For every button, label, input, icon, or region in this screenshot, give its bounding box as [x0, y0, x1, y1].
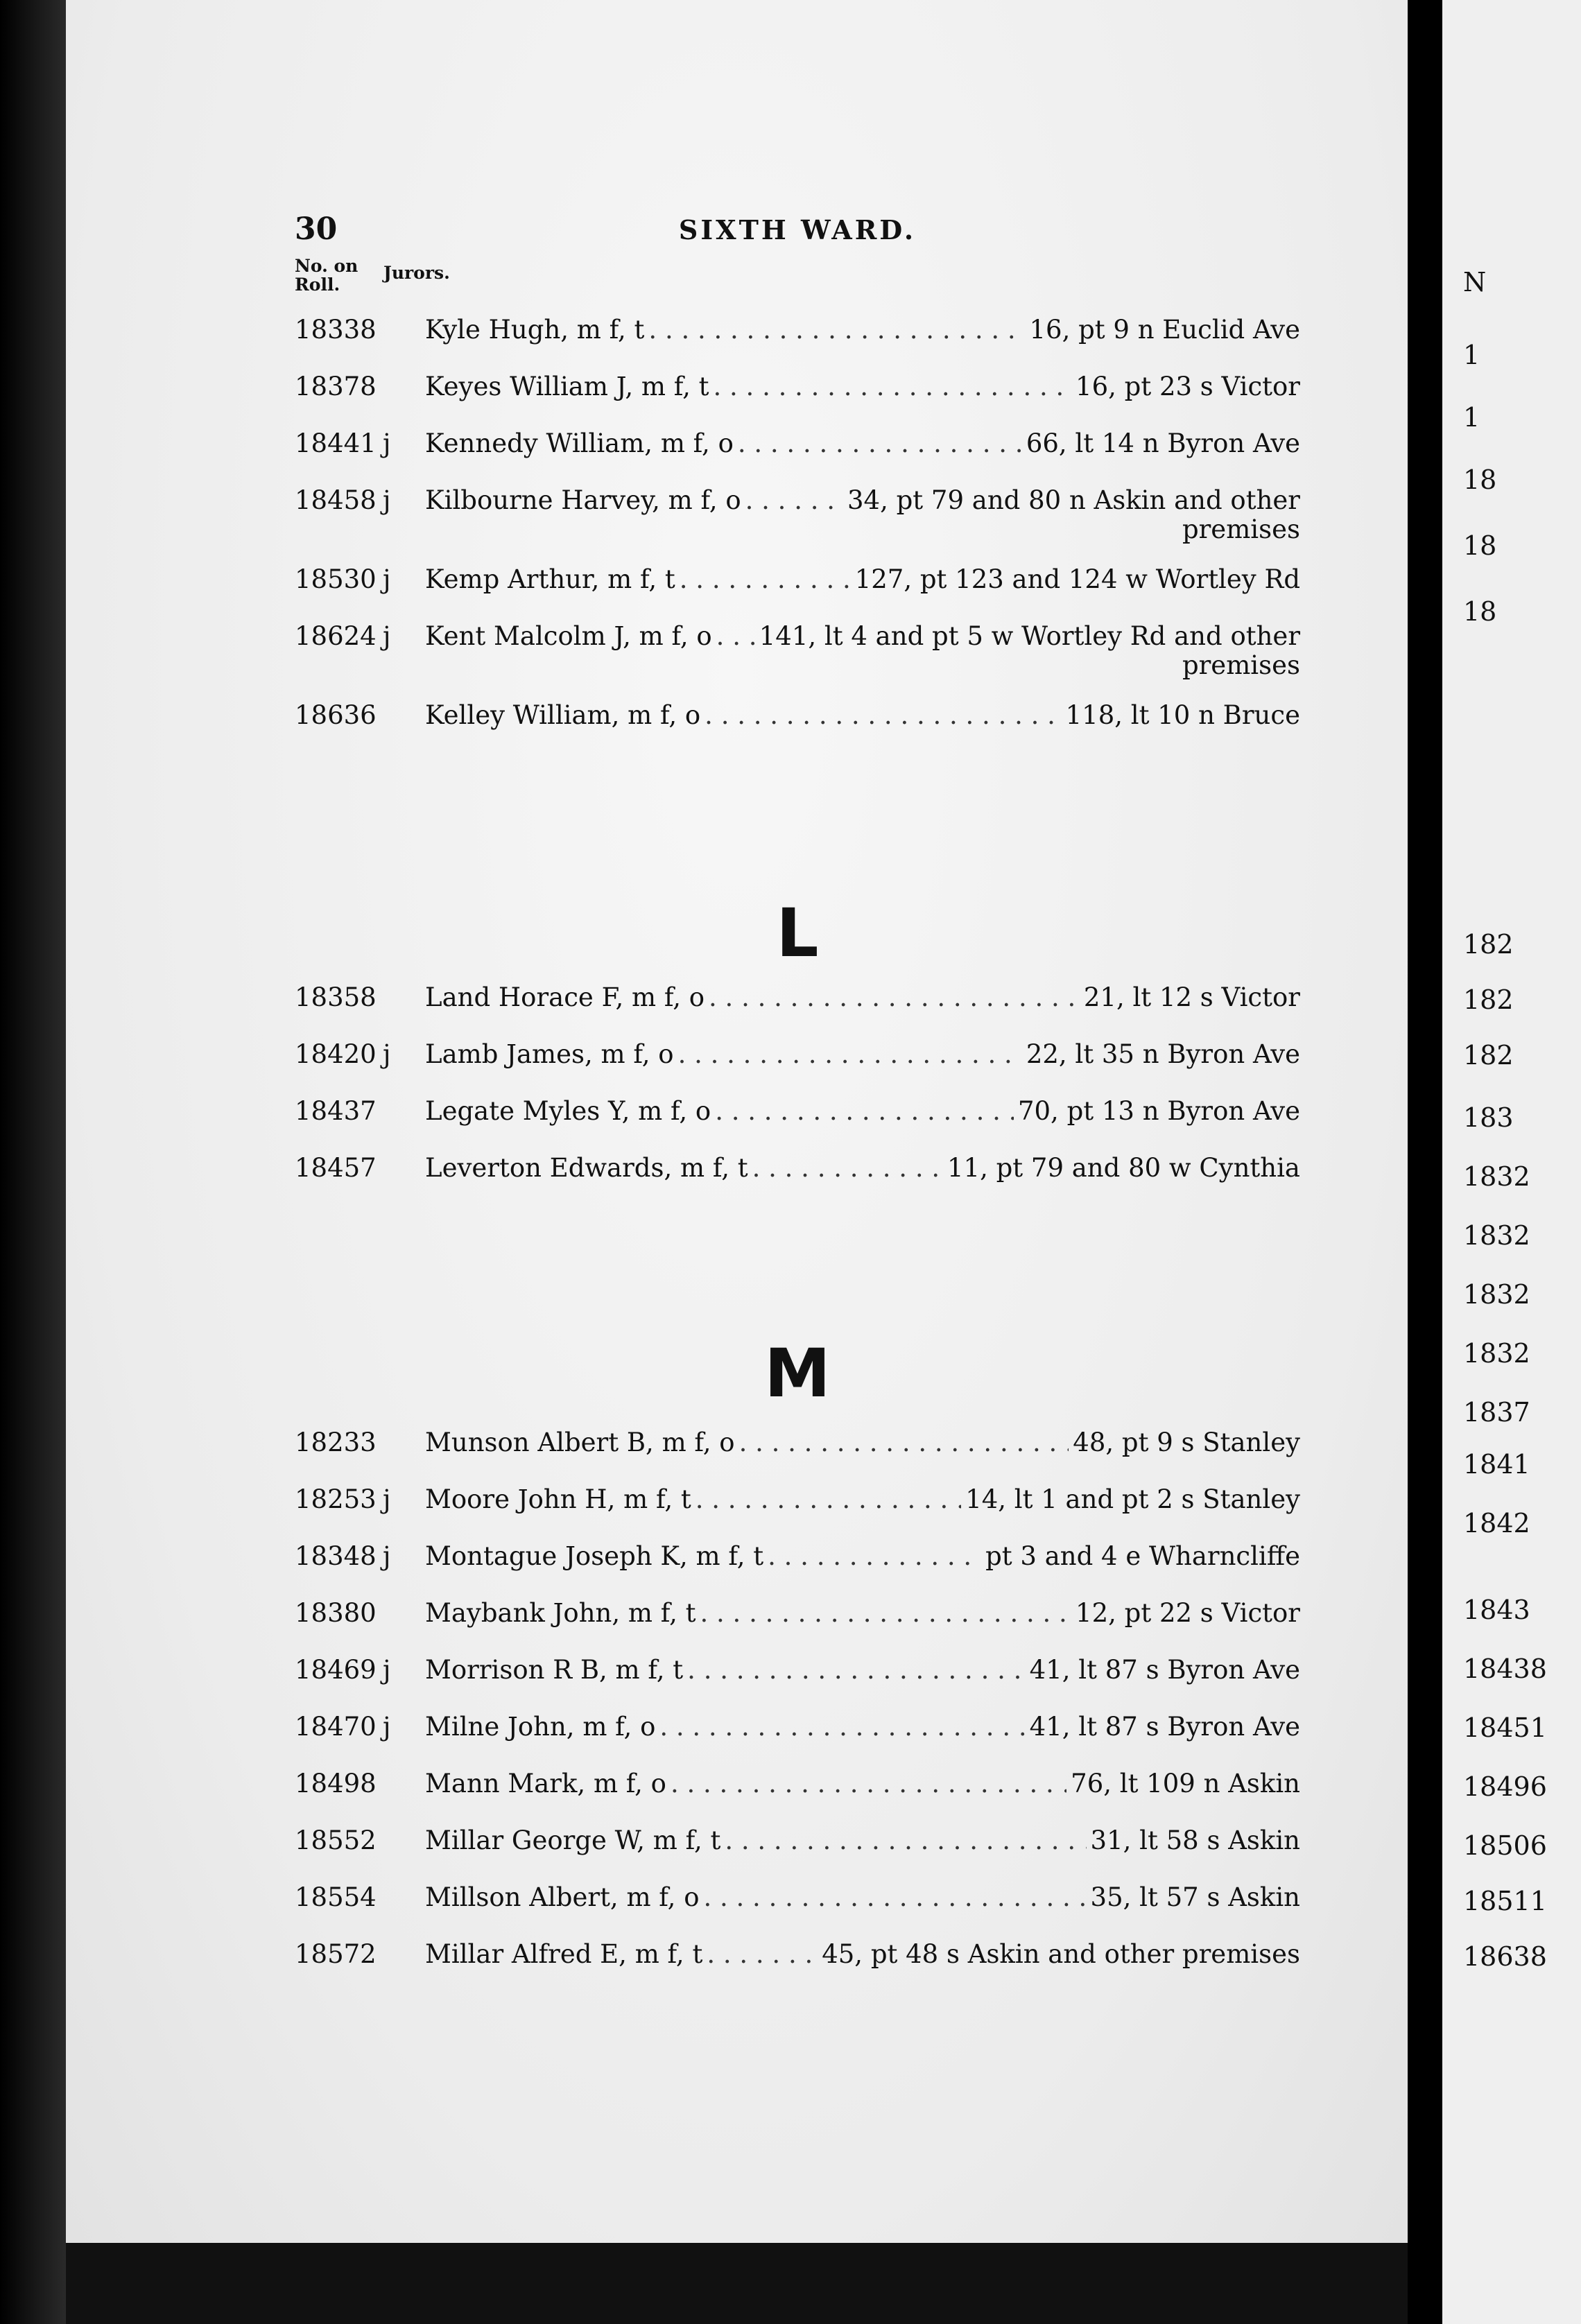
dot-leader — [716, 622, 755, 651]
dot-leader — [715, 1097, 1014, 1126]
list-item — [295, 983, 1300, 1012]
list-item — [295, 315, 1300, 345]
dot-leader — [703, 1883, 1086, 1912]
dot-leader — [705, 701, 1061, 730]
entry-property: 45, pt 48 s Askin and other premises — [822, 1939, 1300, 1969]
page-header — [295, 211, 1300, 253]
entry-continuation: premises — [1182, 650, 1300, 680]
roll-number: 18624 — [295, 621, 377, 651]
dot-leader — [738, 429, 1022, 458]
fragment: 1832 — [1463, 1279, 1530, 1310]
dot-leader — [678, 1040, 1022, 1069]
page-bottom-shadow — [66, 2243, 1408, 2324]
fragment: 1832 — [1463, 1161, 1530, 1192]
dot-leader — [709, 983, 1080, 1012]
entry-property: 76, lt 109 n Askin — [1071, 1769, 1300, 1798]
entry-property: 31, lt 58 s Askin — [1090, 1826, 1300, 1855]
dot-leader — [700, 1599, 1072, 1628]
list-item — [295, 1826, 1300, 1855]
roll-number: 18437 — [295, 1096, 377, 1126]
dot-leader — [725, 1826, 1086, 1855]
entry-name: Kent Malcolm J, m f, o — [425, 621, 712, 651]
list-item — [295, 372, 1300, 401]
entry-name: Kennedy William, m f, o — [425, 428, 734, 458]
entry-property: 12, pt 22 s Victor — [1075, 1598, 1300, 1628]
list-item — [295, 486, 1300, 544]
entry-property: 16, pt 9 n Euclid Ave — [1029, 315, 1300, 345]
fragment: 182 — [1463, 985, 1514, 1015]
entry-name: Mann Mark, m f, o — [425, 1769, 666, 1798]
entry-property: 21, lt 12 s Victor — [1083, 982, 1300, 1012]
fragment: 18506 — [1463, 1830, 1547, 1861]
fragment: 18638 — [1463, 1941, 1547, 1972]
roll-number: 18253 — [295, 1484, 377, 1514]
dot-leader — [671, 1769, 1066, 1798]
book-gutter — [1408, 0, 1442, 2324]
roll-number: 18469 — [295, 1655, 377, 1685]
fragment: 18438 — [1463, 1654, 1547, 1684]
juror-mark: j — [383, 1541, 391, 1571]
roll-number: 18348 — [295, 1541, 377, 1571]
section-l-list — [295, 983, 1300, 1211]
dot-leader — [687, 1656, 1026, 1685]
roll-number: 18378 — [295, 372, 377, 401]
fragment: 1841 — [1463, 1449, 1530, 1480]
entry-name: Millson Albert, m f, o — [425, 1882, 700, 1912]
entry-name: Morrison R B, m f, t — [425, 1655, 684, 1685]
entry-property: pt 3 and 4 e Wharncliffe — [985, 1541, 1300, 1571]
list-item — [295, 1599, 1300, 1628]
entry-name: Millar Alfred E, m f, t — [425, 1939, 703, 1969]
list-item — [295, 1940, 1300, 1969]
entry-name: Munson Albert B, m f, o — [425, 1428, 735, 1457]
roll-number: 18554 — [295, 1882, 377, 1912]
entry-name: Kilbourne Harvey, m f, o — [425, 485, 741, 515]
list-item — [295, 1040, 1300, 1069]
dot-leader — [752, 1154, 943, 1183]
list-item — [295, 1154, 1300, 1183]
juror-mark: j — [383, 621, 391, 651]
fragment: 1843 — [1463, 1595, 1530, 1625]
dot-leader — [680, 565, 851, 594]
column-headers — [295, 257, 503, 305]
fragment: 18 — [1463, 596, 1497, 627]
roll-number: 18420 — [295, 1039, 377, 1069]
list-item — [295, 565, 1300, 594]
roll-number: 18358 — [295, 982, 377, 1012]
entry-name: Maybank John, m f, t — [425, 1598, 696, 1628]
entry-property: 141, lt 4 and pt 5 w Wortley Rd and other — [759, 621, 1300, 651]
fragment: 183 — [1463, 1102, 1514, 1133]
entry-property: 127, pt 123 and 124 w Wortley Rd — [854, 564, 1300, 594]
roll-number: 18572 — [295, 1939, 377, 1969]
list-item — [295, 1656, 1300, 1685]
section-m-list — [295, 1428, 1300, 1997]
juror-mark: j — [383, 1484, 391, 1514]
fragment: 18 — [1463, 465, 1497, 495]
entry-property: 118, lt 10 n Bruce — [1065, 700, 1300, 730]
dot-leader — [707, 1940, 818, 1969]
entry-name: Legate Myles Y, m f, o — [425, 1096, 711, 1126]
section-letter-m: M — [764, 1335, 831, 1412]
dot-leader — [648, 315, 1025, 345]
juror-mark: j — [383, 428, 391, 458]
entry-property: 11, pt 79 and 80 w Cynthia — [947, 1153, 1300, 1183]
entry-name: Montague Joseph K, m f, t — [425, 1541, 764, 1571]
dot-leader — [768, 1542, 981, 1571]
column-header-roll: No. on Roll. — [295, 256, 358, 295]
entry-property: 70, pt 13 n Byron Ave — [1017, 1096, 1300, 1126]
fragment: 182 — [1463, 929, 1514, 960]
juror-mark: j — [383, 1039, 391, 1069]
entry-name: Millar George W, m f, t — [425, 1826, 721, 1855]
fragment: 1832 — [1463, 1338, 1530, 1369]
fragment: 18511 — [1463, 1886, 1547, 1916]
dot-leader — [745, 486, 843, 515]
list-item — [295, 701, 1300, 730]
juror-mark: j — [383, 485, 391, 515]
entry-name: Milne John, m f, o — [425, 1712, 656, 1742]
roll-number: 18552 — [295, 1826, 377, 1855]
entry-name: Kelley William, m f, o — [425, 700, 701, 730]
book-binding-edge — [0, 0, 66, 2324]
entry-continuation: premises — [1182, 514, 1300, 544]
entry-name: Kemp Arthur, m f, t — [425, 564, 675, 594]
list-item — [295, 1883, 1300, 1912]
roll-number: 18441 — [295, 428, 377, 458]
roll-number: 18636 — [295, 700, 377, 730]
entry-property: 14, lt 1 and pt 2 s Stanley — [965, 1484, 1300, 1514]
entry-property: 16, pt 23 s Victor — [1075, 372, 1300, 401]
list-item — [295, 1769, 1300, 1798]
roll-number: 18458 — [295, 485, 377, 515]
dot-leader — [696, 1485, 961, 1514]
list-item — [295, 1485, 1300, 1514]
juror-mark: j — [383, 1655, 391, 1685]
roll-number: 18338 — [295, 315, 377, 345]
page-title: SIXTH WARD. — [678, 214, 917, 245]
list-item — [295, 1097, 1300, 1126]
entry-name: Keyes William J, m f, t — [425, 372, 709, 401]
roll-number: 18380 — [295, 1598, 377, 1628]
entry-name: Kyle Hugh, m f, t — [425, 315, 645, 345]
entry-property: 35, lt 57 s Askin — [1090, 1882, 1300, 1912]
juror-mark: j — [383, 1712, 391, 1742]
entry-property: 66, lt 14 n Byron Ave — [1026, 428, 1300, 458]
roll-number: 18457 — [295, 1153, 377, 1183]
fragment: 1842 — [1463, 1508, 1530, 1538]
roll-number: 18233 — [295, 1428, 377, 1457]
fragment: 18451 — [1463, 1712, 1547, 1743]
entry-name: Leverton Edwards, m f, t — [425, 1153, 748, 1183]
fragment: 1 — [1463, 402, 1480, 433]
entry-name: Moore John H, m f, t — [425, 1484, 691, 1514]
fragment: 1837 — [1463, 1397, 1530, 1428]
roll-number: 18498 — [295, 1769, 377, 1798]
dot-leader — [714, 372, 1072, 401]
fragment: 1 — [1463, 340, 1480, 370]
juror-mark: j — [383, 564, 391, 594]
list-item — [295, 429, 1300, 458]
section-letter-l: L — [776, 894, 819, 972]
entry-property: 48, pt 9 s Stanley — [1073, 1428, 1300, 1457]
roll-number: 18470 — [295, 1712, 377, 1742]
fragment: 18496 — [1463, 1771, 1547, 1802]
entry-property: 41, lt 87 s Byron Ave — [1029, 1655, 1300, 1685]
entry-property: 22, lt 35 n Byron Ave — [1026, 1039, 1300, 1069]
list-item — [295, 1428, 1300, 1457]
entry-property: 41, lt 87 s Byron Ave — [1029, 1712, 1300, 1742]
page-number: 30 — [295, 211, 338, 247]
fragment: 1832 — [1463, 1220, 1530, 1251]
entry-name: Lamb James, m f, o — [425, 1039, 674, 1069]
fragment: N — [1463, 267, 1487, 297]
section-k-list — [295, 315, 1300, 758]
dot-leader — [739, 1428, 1069, 1457]
fragment: 182 — [1463, 1040, 1514, 1070]
list-item — [295, 1712, 1300, 1742]
entry-property: 34, pt 79 and 80 n Askin and other — [847, 485, 1300, 515]
dot-leader — [659, 1712, 1025, 1742]
entry-name: Land Horace F, m f, o — [425, 982, 705, 1012]
fragment: 18 — [1463, 530, 1497, 561]
column-header-jurors: Jurors. — [383, 263, 450, 283]
roll-number: 18530 — [295, 564, 377, 594]
list-item — [295, 1542, 1300, 1571]
list-item — [295, 622, 1300, 680]
